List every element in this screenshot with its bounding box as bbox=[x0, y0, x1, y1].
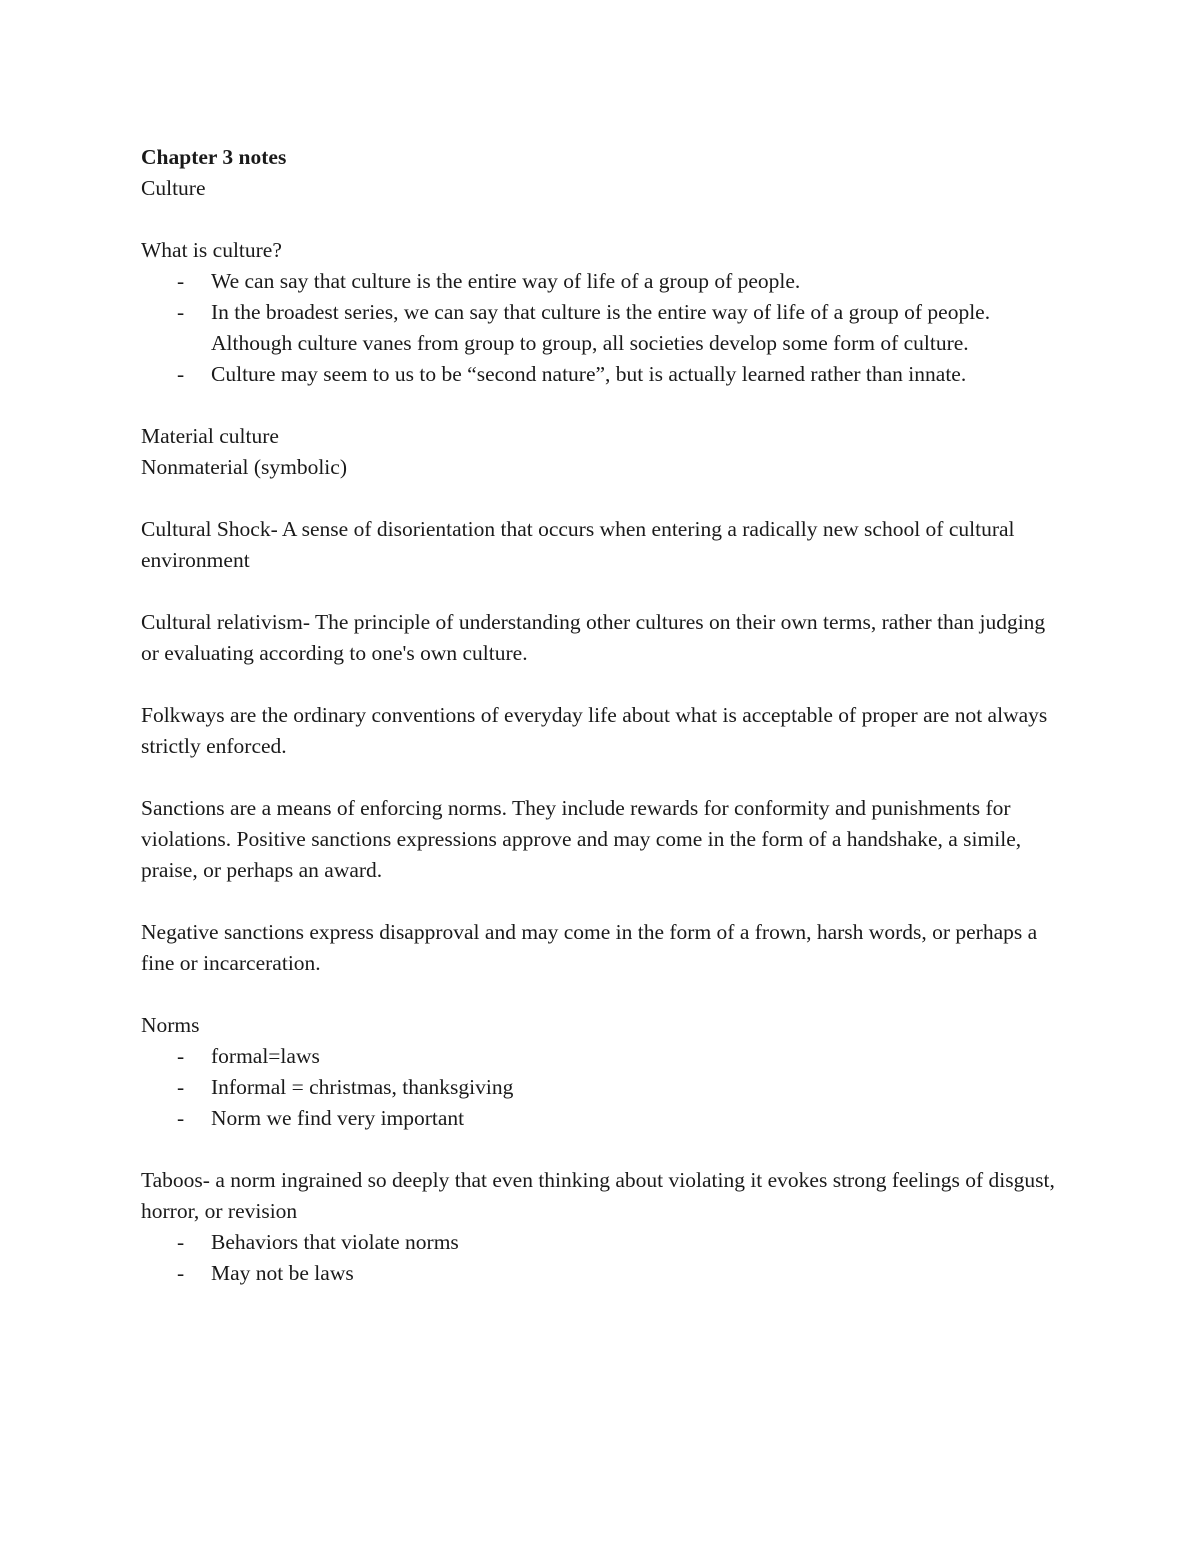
sanctions-paragraph: Sanctions are a means of enforcing norms. They include rewards for conformity and punishments for violations. Positive sanctions expressions approve and may come in the form of a handshake, a simile, praise, or perhaps an award. bbox=[141, 796, 1022, 882]
culture-bullet-list bbox=[141, 266, 1061, 390]
list-item: - formal=laws bbox=[141, 1041, 1061, 1072]
list-item: - May not be laws bbox=[141, 1258, 1061, 1289]
list-item: - Culture may seem to us to be “second nature”, but is actually learned rather than innate. bbox=[141, 359, 1061, 390]
document-title: Chapter 3 notes bbox=[141, 145, 287, 169]
list-item: - Informal = christmas, thanksgiving bbox=[141, 1072, 1061, 1103]
document-subtitle: Culture bbox=[141, 176, 206, 200]
cultural-relativism-paragraph: Cultural relativism- The principle of understanding other cultures on their own terms, rather than judging or evaluating according to one's own culture. bbox=[141, 610, 1046, 665]
spacer bbox=[141, 669, 1061, 700]
spacer bbox=[141, 979, 1061, 1010]
cultural-shock-paragraph: Cultural Shock- A sense of disorientation that occurs when entering a radically new school of cultural environment bbox=[141, 517, 1015, 572]
material-culture-line: Material culture bbox=[141, 424, 279, 448]
spacer bbox=[141, 762, 1061, 793]
spacer bbox=[141, 576, 1061, 607]
list-item: - We can say that culture is the entire way of life of a group of people. bbox=[141, 266, 1061, 297]
section-heading-what-is-culture: What is culture? bbox=[141, 238, 282, 262]
nonmaterial-culture-line: Nonmaterial (symbolic) bbox=[141, 455, 347, 479]
spacer bbox=[141, 390, 1061, 421]
spacer bbox=[141, 483, 1061, 514]
spacer bbox=[141, 886, 1061, 917]
spacer bbox=[141, 1134, 1061, 1165]
norms-bullet-list bbox=[141, 1041, 1061, 1134]
taboos-paragraph: Taboos- a norm ingrained so deeply that even thinking about violating it evokes strong feelings of disgust, horror, or revision bbox=[141, 1168, 1055, 1223]
section-heading-norms: Norms bbox=[141, 1013, 200, 1037]
negative-sanctions-paragraph: Negative sanctions express disapproval and may come in the form of a frown, harsh words, or perhaps a fine or incarceration. bbox=[141, 920, 1038, 975]
list-item: - In the broadest series, we can say that culture is the entire way of life of a group of people. Although culture vanes from group to group, all societies develop some form of culture. bbox=[141, 297, 1061, 359]
list-item: - Behaviors that violate norms bbox=[141, 1227, 1061, 1258]
spacer bbox=[141, 204, 1061, 235]
folkways-paragraph: Folkways are the ordinary conventions of everyday life about what is acceptable of proper are not always strictly enforced. bbox=[141, 703, 1048, 758]
list-item: - Norm we find very important bbox=[141, 1103, 1061, 1134]
taboos-bullet-list bbox=[141, 1227, 1061, 1289]
document-page bbox=[141, 141, 1061, 1289]
